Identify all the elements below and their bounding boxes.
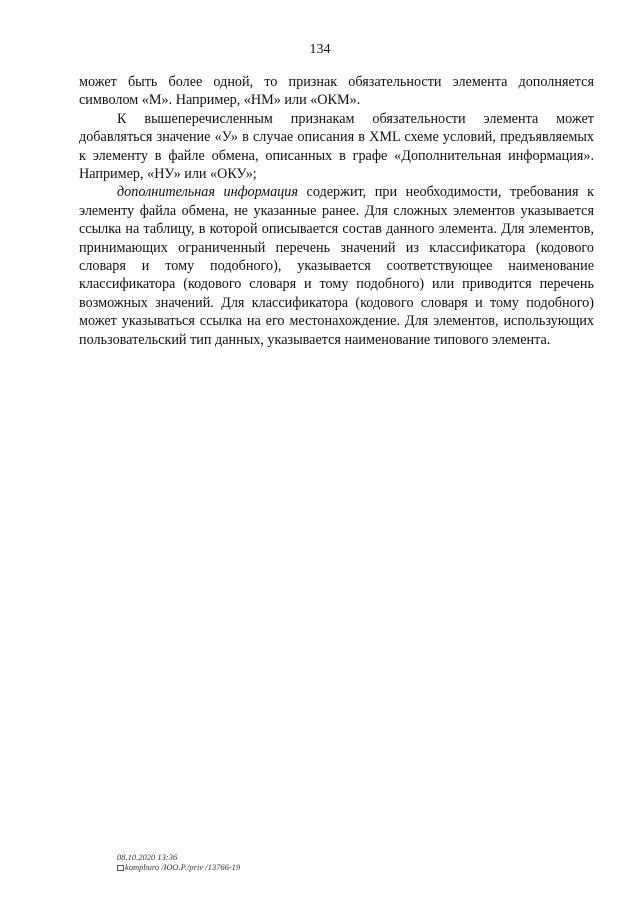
body-text — [79, 73, 594, 349]
file-icon — [117, 865, 124, 871]
paragraph-1: может быть более одной, то признак обязательности элемента дополняется символом «М». Например, «НМ» или «ОКМ». — [79, 74, 594, 109]
document-footer — [117, 852, 240, 872]
paragraph-2: К вышеперечисленным признакам обязательности элемента может добавляться значение «У» в случае описания в XML схеме условий, предъявляемых к элементу в файле обмена, описанных в графе «Дополнительная информация». Например, «НУ» или «ОКУ»; — [79, 110, 594, 183]
footer-path-line — [117, 862, 240, 872]
footer-path: kompburo /ЮО.Р./priv /13766-19 — [125, 862, 241, 872]
term-additional-information: дополнительная информация — [117, 184, 298, 201]
paragraph-3 — [79, 183, 594, 349]
paragraph-3-text: содержит, при необходимости, требования к элементу файла обмена, не указанные ранее. Для сложных элементов указывается ссылка на таблицу, в которой описывается состав данного элемента. Для элементов, принимающих ограниченный перечень значений из классификатора (кодового словаря и тому подобного), указывается соответствующее наименование классификатора (кодового словаря и тому подобного) или приводится перечень возможных значений. Для классификатора (кодового словаря и тому подобного) может указываться ссылка на его местонахождение. Для элементов, использующих пользовательский тип данных, указывается наименование типового элемента. — [79, 184, 594, 348]
page-number: 134 — [309, 42, 331, 57]
footer-timestamp: 08.10.2020 13:36 — [117, 852, 178, 862]
